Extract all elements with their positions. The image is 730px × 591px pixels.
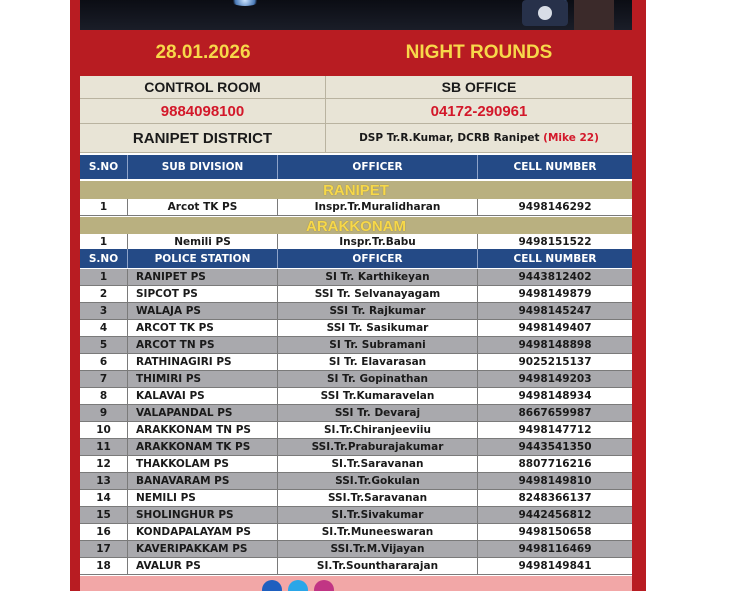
date: 28.01.2026 — [155, 42, 251, 63]
row-officer: SI Tr. Karthikeyan — [278, 269, 478, 285]
subdivision-table-header — [80, 155, 632, 179]
col-officer: OFFICER — [278, 155, 478, 179]
dsp-name: DSP Tr.R.Kumar, DCRB Ranipet — [359, 132, 540, 144]
row-station: NEMILI PS — [128, 490, 278, 506]
row-station: RANIPET PS — [128, 269, 278, 285]
row-cell: 9442456812 — [518, 509, 592, 521]
row-sno: 17 — [80, 541, 128, 557]
row-sno: 1 — [80, 269, 128, 285]
row-sno: 18 — [80, 558, 128, 574]
row-sno: 3 — [80, 303, 128, 319]
row-station: RATHINAGIRI PS — [128, 354, 278, 370]
col-sno: S.NO — [80, 155, 128, 179]
row-officer: SI Tr. Gopinathan — [278, 371, 478, 387]
row-sno: 13 — [80, 473, 128, 489]
table-row — [80, 337, 632, 354]
table-row — [80, 199, 632, 216]
district-row — [80, 124, 632, 153]
contact-phones-row — [80, 99, 632, 124]
sb-office-label: SB OFFICE — [441, 79, 517, 95]
headlight-left — [230, 0, 260, 6]
row-cell: 8667659987 — [518, 407, 592, 419]
row-sno: 16 — [80, 524, 128, 540]
row-officer: SSI.Tr.Saravanan — [278, 490, 478, 506]
row-cell: 9498146292 — [518, 201, 592, 213]
row-station: BANAVARAM PS — [128, 473, 278, 489]
col-police-station: POLICE STATION — [128, 249, 278, 268]
row-officer: SSI Tr. Devaraj — [278, 405, 478, 421]
table-row — [80, 354, 632, 371]
row-officer: SI.Tr.Sivakumar — [278, 507, 478, 523]
row-station: SIPCOT PS — [128, 286, 278, 302]
row-cell: 9498149810 — [518, 475, 592, 487]
row-cell: 9498150658 — [518, 526, 592, 538]
row-sno: 8 — [80, 388, 128, 404]
row-officer: SSI Tr. Rajkumar — [278, 303, 478, 319]
row-division: Nemili PS — [128, 234, 278, 250]
row-sno: 11 — [80, 439, 128, 455]
row-cell: 9025215137 — [518, 356, 592, 368]
row-sno: 1 — [80, 234, 128, 250]
row-officer: SSI Tr. Selvanayagam — [278, 286, 478, 302]
row-station: KONDAPALAYAM PS — [128, 524, 278, 540]
row-officer: SI Tr. Elavarasan — [278, 354, 478, 370]
section-arakkonam — [80, 217, 632, 235]
district-name: RANIPET DISTRICT — [80, 124, 326, 152]
row-cell: 8807716216 — [518, 458, 592, 470]
table-row — [80, 524, 632, 541]
table-row — [80, 405, 632, 422]
row-sno: 6 — [80, 354, 128, 370]
col-sub-division: SUB DIVISION — [128, 155, 278, 179]
row-division: Arcot TK PS — [128, 199, 278, 215]
row-cell: 9498149879 — [518, 288, 592, 300]
row-officer: SI.Tr.Chiranjeeviiu — [278, 422, 478, 438]
table-row — [80, 439, 632, 456]
table-row — [80, 303, 632, 320]
row-station: ARAKKONAM TN PS — [128, 422, 278, 438]
sb-office-phone: 04172-290961 — [430, 102, 528, 120]
row-sno: 7 — [80, 371, 128, 387]
row-station: THAKKOLAM PS — [128, 456, 278, 472]
row-cell: 9498149841 — [518, 560, 592, 572]
row-station: KALAVAI PS — [128, 388, 278, 404]
row-cell: 9498148934 — [518, 390, 592, 402]
row-station: ARCOT TK PS — [128, 320, 278, 336]
section-title: RANIPET — [323, 181, 389, 199]
footer-bar — [80, 576, 632, 591]
page-title: NIGHT ROUNDS — [405, 42, 553, 63]
row-cell: 9498149407 — [518, 322, 592, 334]
police-badge-icon — [522, 0, 568, 26]
row-station: THIMIRI PS — [128, 371, 278, 387]
row-officer: Inspr.Tr.Muralidharan — [278, 199, 478, 215]
control-room-label: CONTROL ROOM — [80, 76, 326, 98]
row-officer: SSI Tr.Kumaravelan — [278, 388, 478, 404]
twitter-icon[interactable] — [288, 580, 308, 591]
row-cell: 9498147712 — [518, 424, 592, 436]
section-title: ARAKKONAM — [306, 217, 406, 235]
row-sno: 12 — [80, 456, 128, 472]
row-sno: 15 — [80, 507, 128, 523]
row-officer: SSI.Tr.M.Vijayan — [278, 541, 478, 557]
table-row — [80, 286, 632, 303]
section-ranipet — [80, 181, 632, 199]
row-sno: 1 — [80, 199, 128, 215]
row-sno: 5 — [80, 337, 128, 353]
table-row — [80, 558, 632, 575]
control-room-phone: 9884098100 — [80, 99, 326, 123]
table-row — [80, 320, 632, 337]
row-officer: SI Tr. Subramani — [278, 337, 478, 353]
top-banner-image — [80, 0, 632, 30]
row-station: VALAPANDAL PS — [128, 405, 278, 421]
title-row — [80, 30, 632, 76]
table-row — [80, 371, 632, 388]
row-station: ARCOT TN PS — [128, 337, 278, 353]
col-cell-number: CELL NUMBER — [513, 161, 597, 173]
row-cell: 9498116469 — [518, 543, 592, 555]
instagram-icon[interactable] — [314, 580, 334, 591]
table-row — [80, 507, 632, 524]
row-station: ARAKKONAM TK PS — [128, 439, 278, 455]
row-sno: 4 — [80, 320, 128, 336]
table-row — [80, 388, 632, 405]
row-officer: SI.Tr.Saravanan — [278, 456, 478, 472]
dsp-mike: (Mike 22) — [543, 132, 599, 144]
table-row — [80, 473, 632, 490]
row-officer: SI.Tr.Muneeswaran — [278, 524, 478, 540]
dsp-info — [326, 124, 632, 152]
row-cell: 9498149203 — [518, 373, 592, 385]
table-row — [80, 456, 632, 473]
banner-decoration — [574, 0, 614, 30]
row-cell: 9443541350 — [518, 441, 592, 453]
row-station: SHOLINGHUR PS — [128, 507, 278, 523]
row-sno: 14 — [80, 490, 128, 506]
col-sno: S.NO — [80, 249, 128, 268]
row-sno: 2 — [80, 286, 128, 302]
row-officer: Inspr.Tr.Babu — [278, 234, 478, 250]
col-officer: OFFICER — [278, 249, 478, 268]
row-station: WALAJA PS — [128, 303, 278, 319]
row-cell: 9498151522 — [518, 236, 592, 248]
row-station: AVALUR PS — [128, 558, 278, 574]
table-row — [80, 269, 632, 286]
table-row — [80, 490, 632, 507]
station-table-header — [80, 249, 632, 268]
contact-labels-row — [80, 76, 632, 99]
row-cell: 9443812402 — [518, 271, 592, 283]
table-row — [80, 541, 632, 558]
row-officer: SSI.Tr.Gokulan — [278, 473, 478, 489]
row-officer: SI.Tr.Sounthararajan — [278, 558, 478, 574]
row-sno: 9 — [80, 405, 128, 421]
row-officer: SSI Tr. Sasikumar — [278, 320, 478, 336]
row-cell: 9498148898 — [518, 339, 592, 351]
row-cell: 8248366137 — [518, 492, 592, 504]
row-officer: SSI.Tr.Praburajakumar — [278, 439, 478, 455]
table-row — [80, 422, 632, 439]
facebook-icon[interactable] — [262, 580, 282, 591]
col-cell-number: CELL NUMBER — [513, 252, 597, 265]
row-sno: 10 — [80, 422, 128, 438]
row-station: KAVERIPAKKAM PS — [128, 541, 278, 557]
row-cell: 9498145247 — [518, 305, 592, 317]
